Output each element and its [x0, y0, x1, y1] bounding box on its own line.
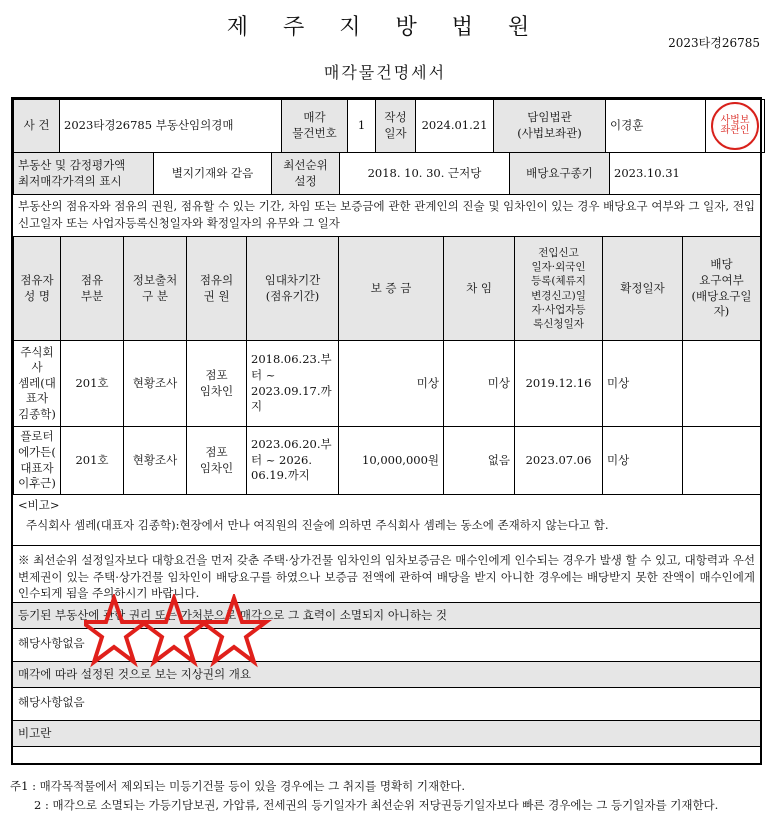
warning-note: ※ 최선순위 설정일자보다 대항요건을 먼저 갖춘 주택·상가건물 임차인의 임차보증금은 매수인에게 인수되는 경우가 발생 할 수 있고, 대항력과 우선변제권이 있는 주택·상가건물 임차인이 배당요구를 하였으나 보증금 전액에 관하여 배당을 받지 아니한 경우에는 배당받지 못한 잔액이 매수인에게 인수되게 됨을 주의하시기 바랍니다.	[13, 546, 760, 603]
occupied-part: 201호	[61, 341, 124, 427]
move-in-date: 2023.07.06	[515, 427, 603, 495]
judge-value: 이경훈	[606, 100, 706, 153]
item-no-value: 1	[348, 100, 376, 153]
case-value: 2023타경26785 부동산임의경매	[60, 100, 282, 153]
occupied-part: 201호	[61, 427, 124, 495]
section-body-remarks	[13, 747, 760, 777]
confirm-date: 미상	[603, 427, 683, 495]
rent: 미상	[444, 341, 515, 427]
rent: 없음	[444, 427, 515, 495]
case-number-top: 2023타경26785	[668, 36, 760, 50]
occupancy-note: 부동산의 점유자와 점유의 권원, 점유할 수 있는 기간, 차임 또는 보증금에 관한 관계인의 진술 및 임차인이 있는 경우 배당요구 여부와 그 일자, 전입신고일자 또는 사업자등록신청일자와 확정일자의 유무와 그 일자	[13, 195, 760, 237]
move-in-date: 2019.12.16	[515, 341, 603, 427]
lease-period: 2018.06.23.부 터 ~ 2023.09.17.까 지	[247, 341, 339, 427]
written-date-value: 2024.01.21	[416, 100, 494, 153]
col-rent: 차 임	[444, 237, 515, 341]
footnotes	[10, 777, 762, 815]
section-body-surface-right: 해당사항없음	[13, 688, 760, 721]
dividend-request	[683, 427, 761, 495]
col-confirm: 확정일자	[603, 237, 683, 341]
info-source: 현황조사	[124, 341, 187, 427]
written-date-label: 작성 일자	[376, 100, 416, 153]
col-source: 정보출처 구 분	[124, 237, 187, 341]
col-title: 점유의 권 원	[187, 237, 247, 341]
property-label: 부동산 및 감정평가액 최저매각가격의 표시	[14, 153, 154, 195]
seal-cell	[706, 100, 765, 153]
info-source: 현황조사	[124, 427, 187, 495]
judge-label: 담임법관 (사법보좌관)	[494, 100, 606, 153]
priority-label: 최선순위 설정	[272, 153, 340, 195]
occupant-name: 플로터 에가든( 대표자 이후근)	[14, 427, 61, 495]
dividend-request	[683, 341, 761, 427]
section-body-rights: 해당사항없음	[13, 629, 760, 662]
occupant-name: 주식회 사 셈레(대 표자 김종학)	[14, 341, 61, 427]
dividend-deadline-value: 2023.10.31	[610, 153, 761, 195]
col-part: 점유 부분	[61, 237, 124, 341]
confirm-date: 미상	[603, 341, 683, 427]
property-value: 별지기재와 같음	[154, 153, 272, 195]
occupancy-title: 점포 임차인	[187, 341, 247, 427]
footnote-1: 주1 : 매각목적물에서 제외되는 미등기건물 등이 있을 경우에는 그 취지를 명확히 기재한다.	[10, 779, 465, 793]
case-info-table	[13, 99, 765, 153]
remarks-label: <비고>	[18, 498, 60, 512]
official-seal-icon: 사법보 좌관인	[711, 102, 759, 150]
document-title: 매각물건명세서	[323, 63, 447, 82]
col-occupant: 점유자 성 명	[14, 237, 61, 341]
occupants-table	[13, 236, 761, 495]
case-label: 사 건	[14, 100, 60, 153]
lease-period: 2023.06.20.부 터 ~ 2026. 06.19.까지	[247, 427, 339, 495]
col-move-in: 전입신고 일자·외국인 등록(체류지 변경신고)일 자·사업자등 록신청일자	[515, 237, 603, 341]
table-row	[14, 427, 761, 495]
footnote-2: 2 : 매각으로 소멸되는 가등기담보권, 가압류, 전세권의 등기일자가 최선순위 저당권등기일자보다 빠른 경우에는 그 등기일자를 기재한다.	[34, 797, 719, 812]
remarks-text: 주식회사 셈레(대표자 김종학):현장에서 만나 여직원의 진술에 의하면 주식회사 셈레는 동소에 존재하지 않는다고 함.	[26, 518, 609, 532]
section-head-remarks: 비고란	[13, 721, 760, 747]
col-period: 임대차기간 (점유기간)	[247, 237, 339, 341]
col-dividend: 배당 요구여부 (배당요구일자)	[683, 237, 761, 341]
property-info-table	[13, 152, 761, 195]
item-no-label: 매각 물건번호	[282, 100, 348, 153]
section-head-surface-right: 매각에 따라 설정된 것으로 보는 지상권의 개요	[13, 662, 760, 688]
court-title: 제 주 지 방 법 원	[226, 15, 544, 40]
document-frame	[11, 97, 762, 765]
deposit: 미상	[339, 341, 444, 427]
occupancy-title: 점포 임차인	[187, 427, 247, 495]
remarks-block	[13, 495, 760, 546]
section-head-rights: 등기된 부동산에 관한 권리 또는 가처분으로 매각으로 그 효력이 소멸되지 아니하는 것	[13, 603, 760, 629]
deposit: 10,000,000원	[339, 427, 444, 495]
table-row	[14, 341, 761, 427]
col-deposit: 보 증 금	[339, 237, 444, 341]
priority-value: 2018. 10. 30. 근저당	[340, 153, 510, 195]
dividend-deadline-label: 배당요구종기	[510, 153, 610, 195]
